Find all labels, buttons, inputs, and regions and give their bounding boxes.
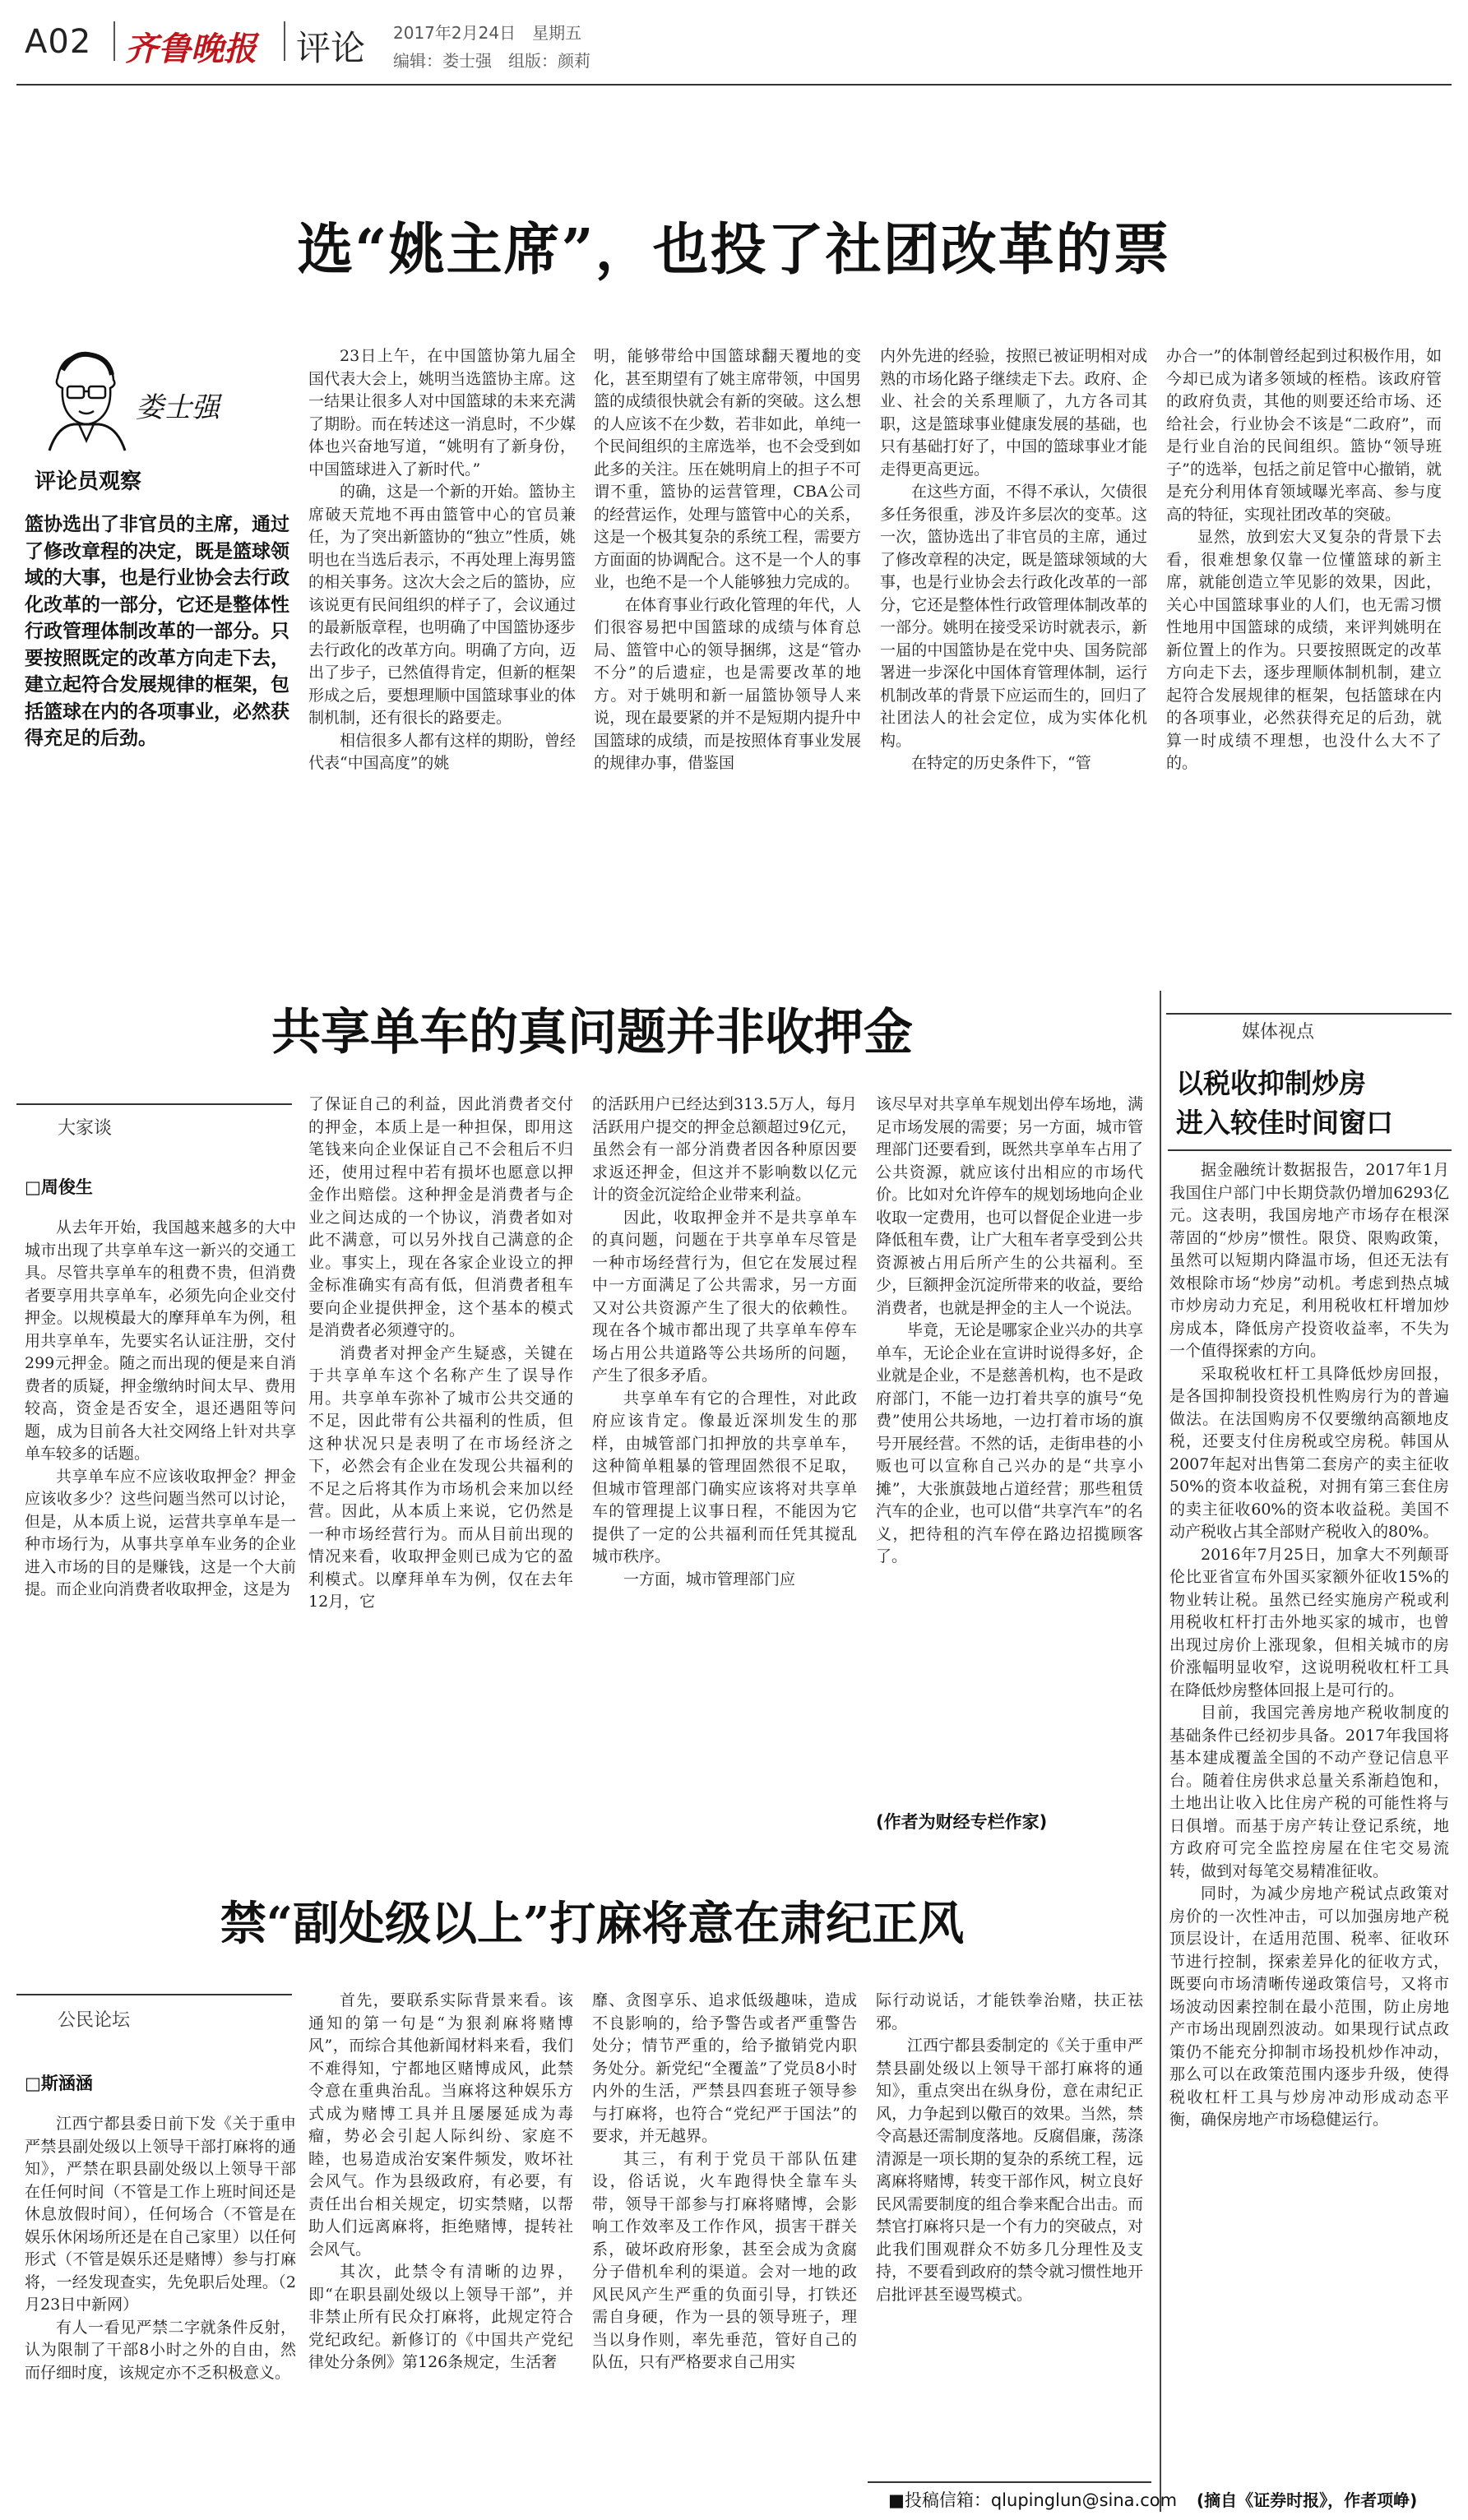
sidebar-title: 以税收抑制炒房 <box>1176 1067 1366 1099</box>
sidebar-source-note: (摘自《证券时报》，作者项峥) <box>1197 2490 1418 2510</box>
paragraph: 江西宁都县委日前下发《关于重申严禁县副处级以上领导干部打麻将的通知》，严禁在职县副处级以上领导干部在任何时间（不管是工作上班时间还是休息放假时间），任何场合（不管是在娱乐休闲场所还是在自己家里）以任何形式（不管是娱乐还是赌博）参与打麻将，一经发现查实，先免职后处理。（2月23日中新网） <box>25 2115 296 2314</box>
article2-column-1 <box>25 1217 296 1846</box>
column-label-rule <box>16 1994 292 1995</box>
paragraph: 相信很多人都有这样的期盼，曾经代表“中国高度”的姚 <box>308 731 576 772</box>
article2-headline: 共享单车的真问题并非收押金 <box>271 1004 913 1061</box>
paragraph: 同时，为减少房地产税试点政策对房价的一次性冲击，可以加强房地产税顶层设计，在适用范围、税率、征收环节进行控制，探索差异化的征收方式，既要向市场清晰传递政策信号，又将市场波动因素控制在最小范围，防止房地产市场出现剧烈波动。如果现行试点政策仍不能充分抑制市场投机炒作冲动，那么可以在政策范围内逐步升级，使得税收杠杆工具与炒房冲动形成动态平衡，确保房地产市场稳健运行。 <box>1169 1884 1449 2129</box>
masthead-divider <box>284 21 285 61</box>
masthead-rule <box>16 84 1452 86</box>
paragraph: 毕竟，无论是哪家企业兴办的共享单车，无论企业在宣讲时说得多好，企业就是企业，不是慈善机构，也不是政府部门，不能一边打着共享的旗号“免费”使用公共场地，一边打着市场的旗号开展经营。不然的话，走街串巷的小贩也可以宣称自己兴办的是“共享小摊”，大张旗鼓地占道经营；那些租赁汽车的企业，也可以借“共享汽车”的名义，把待租的汽车停在路边招揽顾客了。 <box>876 1321 1143 1565</box>
paragraph: 有人一看见严禁二字就条件反射，认为限制了干部8小时之外的自由，然而仔细时度，该规定亦不乏积极意义。 <box>25 2318 296 2382</box>
issue-date: 2017年2月24日 星期五 <box>393 23 582 43</box>
paragraph: 际行动说话，才能铁拳治赌，扶正祛邪。 <box>876 1991 1143 2032</box>
article2-column-4 <box>876 1094 1143 1817</box>
section-title: 评论 <box>296 28 366 68</box>
paragraph: 在这些方面，不得不承认，欠债很多任务很重，涉及许多层次的变革。这一次，篮协选出了非官员的主席，通过了修改章程的决定，既是篮球领域的大事，也是行业协会去行政化改革的一部分，它还是整体性行政管理体制改革的一部分。姚明在接受采访时就表示，新一届的中国篮协是在党中央、国务院部署进一步深化中国体育管理体制，运行机制改革的背景下应运而生的，回归了社团法人的社会定位，成为实体化机构。 <box>880 483 1147 750</box>
masthead-divider <box>113 21 115 61</box>
newspaper-logo: 齐鲁晚报 <box>125 30 257 68</box>
paragraph: 该尽早对共享单车规划出停车场地，满足市场发展的需要；另一方面，城市管理部门还要看到，既然共享单车占用了公共资源，就应该付出相应的市场代价。比如对允许停车的规划场地向企业收取一定费用，也可以督促企业进一步降低租车费，让广大租车者享受到公共资源被占用后所产生的公共福利。至少，巨额押金沉淀所带来的收益，要给消费者，也就是押金的主人一个说法。 <box>876 1095 1143 1317</box>
article3-column-2 <box>308 1990 573 2508</box>
paragraph: 其次，此禁令有清晰的边界，即“在职县副处级以上领导干部”，并非禁止所有民众打麻将，此规定符合党纪政纪。新修订的《中国共产党纪律处分条例》第126条规定，生活奢 <box>308 2263 573 2371</box>
submission-email[interactable]: ■投稿信箱：qlupinglun@sina.com <box>888 2490 1178 2510</box>
column-label-rule <box>16 1103 292 1105</box>
paragraph: 共享单车应不应该收取押金？押金应该收多少？这些问题当然可以讨论，但是，从本质上说，运营共享单车是一种市场行为，从事共享单车业务的企业进入市场的目的是赚钱，这是一个大前提。而企业向消费者收取押金，这是为 <box>25 1467 296 1598</box>
article3-column-1 <box>25 2113 296 2508</box>
article2-byline: □周俊生 <box>25 1177 93 1197</box>
paragraph: 消费者对押金产生疑惑，关键在于共享单车这个名称产生了误导作用。共享单车弥补了城市公共交通的不足，因此带有公共福利的性质，但这种状况只是表明了在市场经济之下，必然会有企业在发现公共福利的不足之后将其作为市场机会来加以经营。因此，从本质上来说，它仍然是一种市场经营行为。而从目前出现的情况来看，收取押金则已成为它的盈利模式。以摩拜单车为例，仅在去年12月，它 <box>308 1343 573 1611</box>
paragraph: 一方面，城市管理部门应 <box>623 1570 796 1588</box>
paragraph: 在特定的历史条件下，“管 <box>911 754 1091 772</box>
sidebar-body <box>1169 1159 1449 2471</box>
sidebar-column-label: 媒体视点 <box>1242 1022 1315 1043</box>
sidebar-title-rule <box>1168 1149 1452 1151</box>
paragraph: 从去年开始，我国越来越多的大中城市出现了共享单车这一新兴的交通工具。尽管共享单车的租费不贵，但消费者要享用共享单车，必须先向企业交付押金。以规模最大的摩拜单车为例，租用共享单车，先要实名认证注册，交付299元押金。随之而出现的便是来自消费者的质疑，押金缴纳时间太早、费用较高，资金是否安全，退还遇阻等问题，成为目前各大社交网络上针对共享单车较多的话题。 <box>25 1218 296 1463</box>
paragraph: 了保证自己的利益，因此消费者交付的押金，本质上是一种担保，即用这笔钱来向企业保证自己不会租后不归还，使用过程中若有损坏也愿意以押金作出赔偿。这种押金是消费者与企业之间达成的一个协议，消费者如对此不满意，可以另外找自己满意的企业。事实上，现在各家企业设立的押金标准确实有高有低，但消费者租车要向企业提供押金，这个基本的模式是消费者必须遵守的。 <box>308 1095 573 1339</box>
paragraph: 2016年7月25日，加拿大不列颠哥伦比亚省宣布外国买家额外征收15%的物业转让税。虽然已经实施房产税或利用税收杠杆打击外地买家的城市，也曾出现过房价上涨现象，但相关城市的房价涨幅明显收窄，这说明税收杠杆工具在降低炒房整体回报上是可行的。 <box>1169 1545 1449 1699</box>
paragraph: 显然，放到宏大叉复杂的背景下去看，很难想象仅靠一位懂篮球的新主席，就能创造立竿见影的效果，因此，关心中国篮球事业的人们，也无需习惯性地用中国篮球的成绩，来评判姚明在新位置上的作为。只要按照既定的改革方向走下去，逐步理顺体制机制，建立起符合发展规律的框架，包括篮球在内的各项事业，必然获得充足的后劲，就算一时成绩不理想，也没什么大不了的。 <box>1166 528 1442 772</box>
paragraph: 共享单车有它的合理性，对此政府应该肯定。像最近深圳发生的那样，由城管部门扣押放的共享单车，这种简单粗暴的管理固然很不足取，但城市管理部门确实应该将对共享单车的管理提上议事日程，不能因为它提供了一定的公共福利而任凭其搅乱城市秩序。 <box>592 1389 857 1565</box>
article3-column-3 <box>592 1990 857 2508</box>
paragraph: 在体育事业行政化管理的年代，人们很容易把中国篮球的成绩与体育总局、篮管中心的领导捆绑，这是“管办不分”的后遗症，也是需要改革的地方。对于姚明和新一届篮协领导人来说，现在最要紧的并不是短期内提升中国篮球的成绩，而是按照体育事业发展的规律办事，借鉴国 <box>594 595 861 772</box>
author-signature: 娄士强 <box>136 391 220 424</box>
column-label: 大家谈 <box>58 1118 113 1139</box>
article1-headline: 选“姚主席”，也投了社团改革的票 <box>297 217 1171 283</box>
paragraph: 首先，要联系实际背景来看。该通知的第一句是“为狠刹麻将赌博风”，而综合其他新闻材料来看，我们不难得知，宁都地区赌博成风，此禁令意在重典治乱。当麻将这种娱乐方式成为赌博工具并且屡屡延成为毒瘤，势必会引起人际纠纷、家庭不睦，也易造成治安案件频发，败坏社会风气。作为县级政府，有必要，有责任出台相关规定，切实禁赌，以帮助人们远离麻将，拒绝赌博，提转社会风气。 <box>308 1991 573 2259</box>
column-label: 评论员观察 <box>35 469 142 494</box>
mail-rule <box>868 2481 1151 2483</box>
paragraph: 内外先进的经验，按照已被证明相对成熟的市场化路子继续走下去。政府、企业、社会的关系理顺了，九方各司其职，这是篮球事业健康发展的基础，也只有基础打好了，中国的篮球事业才能走得更高更远。 <box>880 347 1147 479</box>
paragraph: 采取税收杠杆工具降低炒房回报，是各国抑制投资投机性购房行为的普遍做法。在法国购房不仅要缴纳高额地皮税，还要支付住房税或空房税。韩国从2007年起对出售第二套房产的卖主征收50%的资本收益税，对拥有第三套住房的卖主征收60%的资本收益税。美国不动产税收占其全部财产税收入的80%。 <box>1169 1364 1449 1541</box>
paragraph: 办合一”的体制曾经起到过积极作用，如今却已成为诸多领域的桎梏。该政府管的政府负责，其他的则要还给市场、还给社会，行业协会不该是“二政府”，而是行业自治的民间组织。篮协“领导班子”的选举，包括之前足管中心撤销，就是充分利用体育领域曝光率高、参与度高的特征，实现社团改革的突破。 <box>1166 347 1442 524</box>
paragraph: 江西宁都县委制定的《关于重申严禁县副处级以上领导干部打麻将的通知》，重点突出在纵身份，意在肃纪正风，力争起到以儆百的效果。当然，禁令高悬还需制度落地。反腐倡廉，荡涤清源是一项长期的复杂的系统工程，远离麻将赌博，转变干部作风，树立良好民风需要制度的组合拳来配合出击。而禁官打麻将只是一个有力的突破点，对此我们围观群众不妨多几分理性及支持，不要看到政府的禁令就习惯性地开启批评甚至谩骂模式。 <box>876 2037 1143 2304</box>
article2-column-3 <box>592 1094 857 1846</box>
paragraph: 的确，这是一个新的开始。篮协主席破天荒地不再由篮管中心的官员兼任，为了突出新篮协的“独立”性质，姚明也在当选后表示，不再处理上海男篮的相关事务。这次大会之后的篮协，应该说更有民间组织的样子了，会议通过的最新版章程，也明确了中国篮协逐步去行政化的改革方向。明确了方向，迈出了步子，已然值得肯定，但新的框架形成之后，要想理顺中国篮球事业的体制机制，还有很长的路要走。 <box>308 483 576 727</box>
sidebar-title: 进入较佳时间窗口 <box>1176 1107 1393 1139</box>
sidebar-top-rule <box>1166 1013 1452 1015</box>
article1-summary: 篮协选出了非官员的主席，通过了修改章程的决定，既是篮球领域的大事，也是行业协会去行政化改革的一部分，它还是整体性行政管理体制改革的一部分。只要按照既定的改革方向走下去，建立起符合发展规律的框架，包括篮球在内的各项事业，必然获得充足的后劲。 <box>25 514 289 749</box>
paragraph: 明，能够带给中国篮球翻天覆地的变化，甚至期望有了姚主席带领，中国男篮的成绩很快就会有新的突破。这么想的人应该不在少数，若非如此，单纯一个民间组织的主席选举，也不会受到如此多的关注。压在姚明肩上的担子不可谓不重，篮协的运营管理，CBA公司的经营运作，处理与篮管中心的关系，这是一个极其复杂的系统工程，需要方方面面的协调配合。这不是一个人的事业，也绝不是一个人能够独力完成的。 <box>594 347 861 591</box>
page-number: A02 <box>25 23 92 61</box>
author-cartoon <box>25 345 271 452</box>
article1-column-2 <box>594 345 861 933</box>
article3-headline: 禁“副处级以上”打麻将意在肃纪正风 <box>220 1897 965 1951</box>
article2-column-2 <box>308 1094 573 1846</box>
paragraph: 靡、贪图享乐、追求低级趣味，造成不良影响的，给予警告或者严重警告处分；情节严重的，给予撤销党内职务处分。新党纪“全覆盖”了党员8小时内外的生活，严禁县四套班子领导参与打麻将，也符合“党纪严于国法”的要求，并无越界。 <box>592 1991 857 2145</box>
sidebar-divider <box>1160 991 1161 2512</box>
paragraph: 的活跃用户已经达到313.5万人，每月活跃用户提交的押金总额超过9亿元，虽然会有一部分消费者因各种原因要求返还押金，但这并不影响数以亿元计的资金沉淀给企业带来利益。 <box>592 1095 857 1204</box>
article1-column-4 <box>1166 345 1442 933</box>
paragraph: 据金融统计数据报告，2017年1月我国住户部门中长期贷款仍增加6293亿元。这表明，我国房地产市场存在根深蒂固的“炒房”惯性。限贷、限购政策，虽然可以短期内降温市场，但还无法有效根除市场“炒房”动机。考虑到热点城市炒房动力充足，利用税收杠杆增加炒房成本，降低房产投资收益率，不失为一个值得探索的方向。 <box>1169 1161 1449 1360</box>
paragraph: 因此，收取押金并不是共享单车的真问题，问题在于共享单车尽管是一种市场经营行为，但它在发展过程中一方面满足了公共需求，另一方面又对公共资源产生了很大的依赖性。现在各个城市都出现了共享单车停车场占用公共道路等公共场所的问题，产生了很多矛盾。 <box>592 1208 857 1385</box>
article3-column-4 <box>876 1990 1143 2467</box>
paragraph: 23日上午，在中国篮协第九届全国代表大会上，姚明当选篮协主席。这一结果让很多人对中国篮球的未来充满了期盼。而在转述这一消息时，不少媒体也兴奋地写道，“姚明有了新身份，中国篮球进入了新时代。” <box>308 347 576 479</box>
paragraph: 目前，我国完善房地产税收制度的基础条件已经初步具备。2017年我国将基本建成覆盖全国的不动产登记信息平台。随着住房供求总量关系渐趋饱和，土地出让收入比住房产税的可能性将与日俱增。而基于房产转让登记系统，地方政府可完全监控房屋在住宅交易流转，做到对每笔交易精准征收。 <box>1169 1704 1449 1880</box>
article1-column-1 <box>308 345 576 933</box>
article1-column-3 <box>880 345 1147 933</box>
article3-byline: □斯涵涵 <box>25 2074 93 2093</box>
paragraph: 其三，有利于党员干部队伍建设，俗话说，火车跑得快全靠车头带，领导干部参与打麻将赌博，会影响工作效率及工作作风，损害干群关系，破坏政府形象，甚至会成为贪腐分子借机牟利的渠道。会对一地的政风民风产生严重的负面引导，打铁还需自身硬，作为一县的领导班子，理当以身作则，率先垂范，管好自己的队伍，只有严格要求自己用实 <box>592 2149 857 2371</box>
editors-credit: 编辑：娄士强 组版：颜莉 <box>393 51 590 71</box>
column-label: 公民论坛 <box>58 2010 131 2031</box>
article2-source-note: (作者为财经专栏作家) <box>876 1812 1048 1832</box>
